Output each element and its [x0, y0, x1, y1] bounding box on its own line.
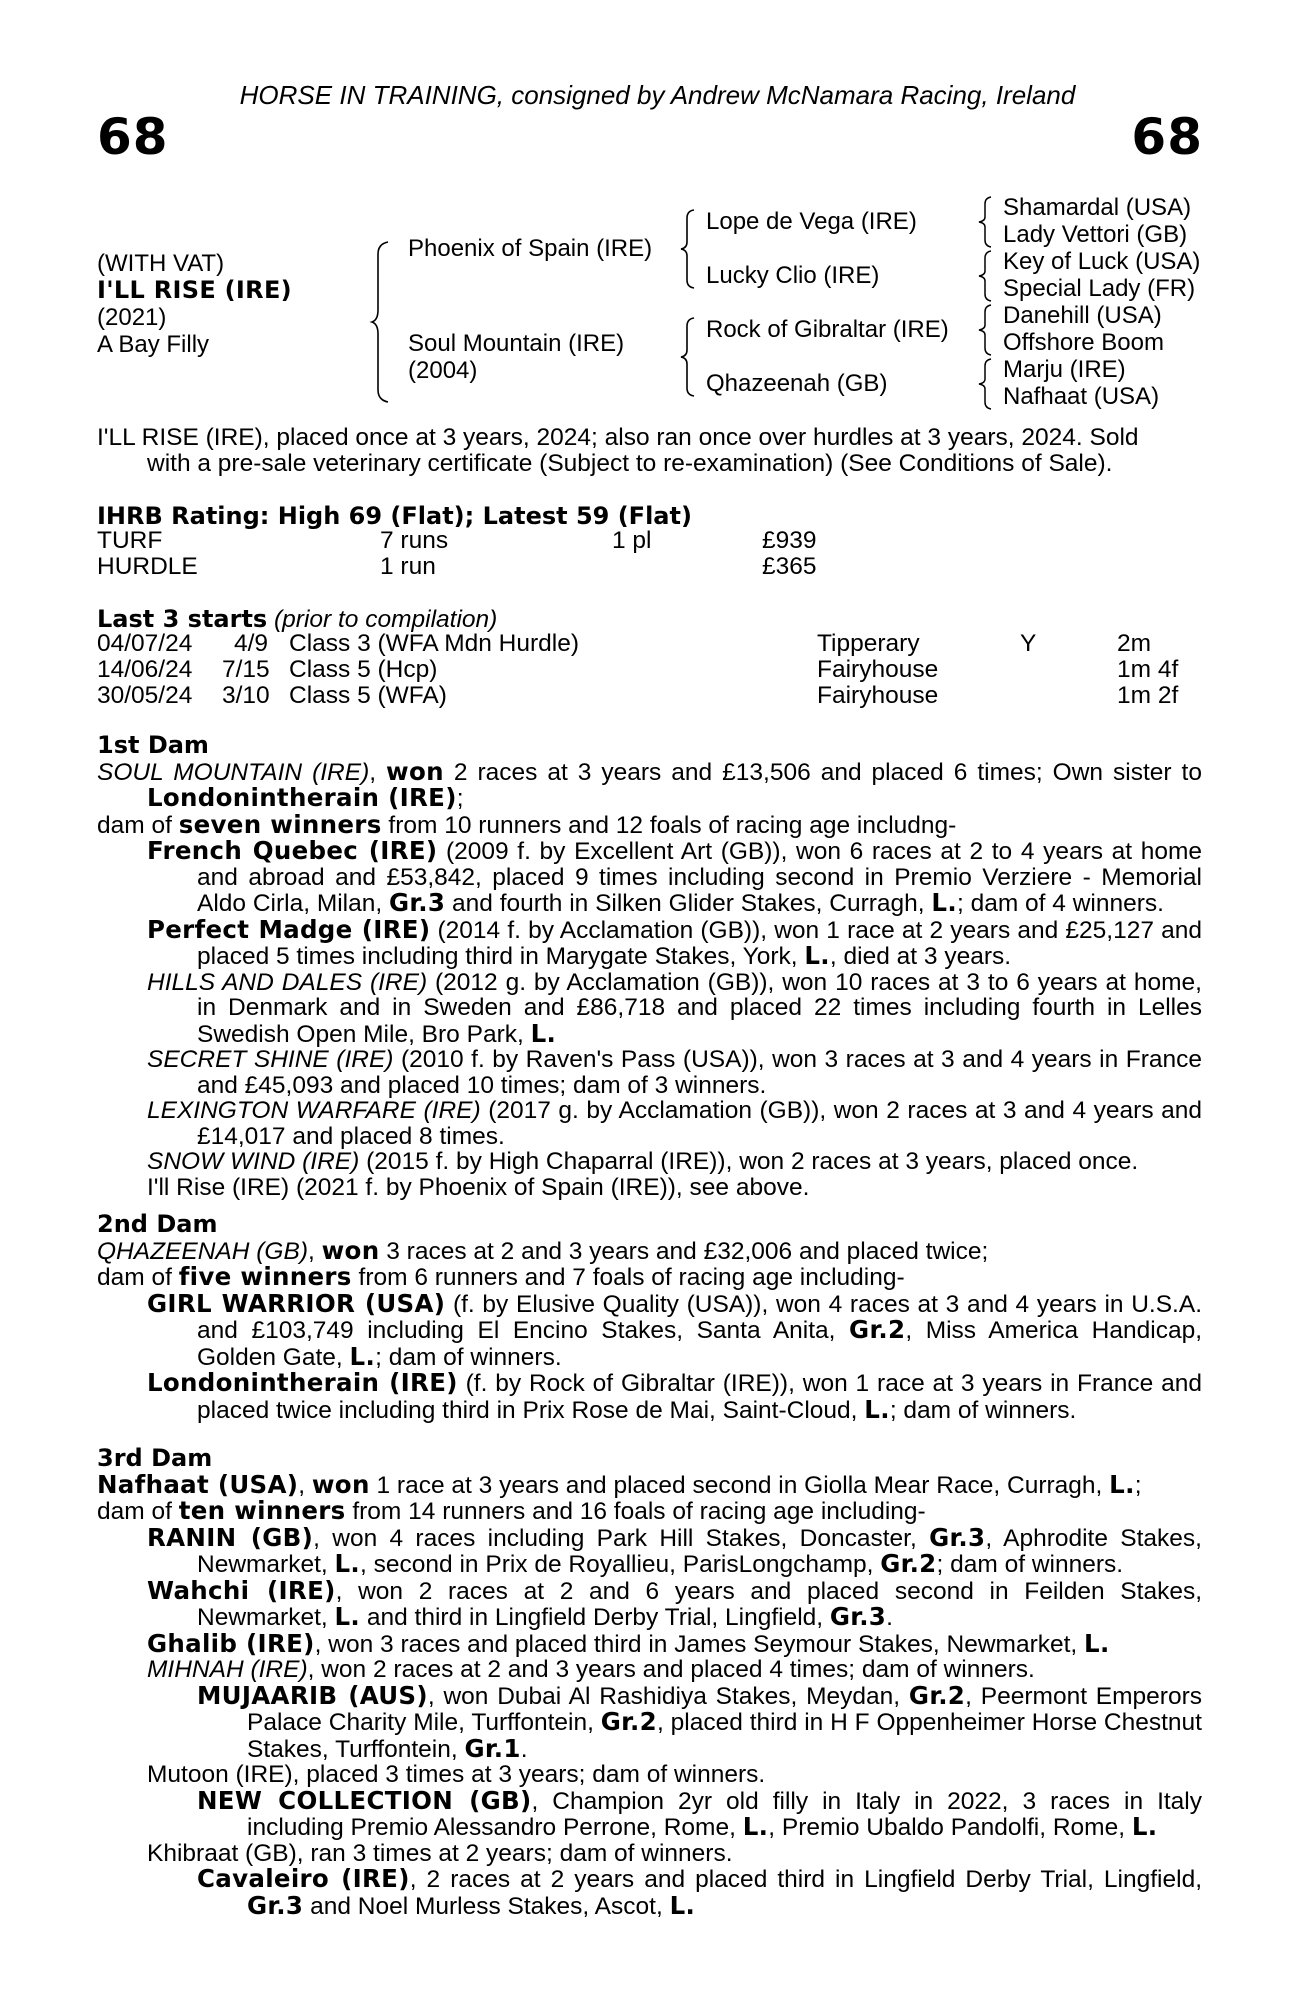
produce-entry — [97, 1680, 1202, 1763]
first-dam-record — [97, 756, 1202, 812]
start-distance: 1m 2f — [1117, 682, 1179, 709]
winners-count: seven winners — [178, 809, 382, 839]
text: dam of — [97, 1264, 179, 1291]
pedigree-bracket-main — [372, 240, 402, 405]
produce-name: Wahchi (IRE) — [147, 1575, 336, 1605]
dam: Soul Mountain (IRE) — [408, 330, 625, 357]
text: (2009 f. by Excellent Art (GB)), won 6 races at 2 to 4 years at home and abroad and £53,842, placed 9 times including second in Premio Verziere - Memorial Aldo Cirla, Milan, — [197, 838, 1202, 917]
produce-entry — [97, 1149, 1202, 1175]
text: , Champion 2yr old filly in Italy in 2022, 3 races in Italy including Premio Alessandro Perrone, Rome, — [247, 1787, 1202, 1841]
start-row — [97, 631, 1207, 657]
produce-name: MUJAARIB (AUS) — [197, 1680, 428, 1710]
grade: Gr.3 — [388, 888, 446, 917]
text: , won 2 races at 2 and 3 years and placed 4 times; dam of winners. — [307, 1656, 1035, 1683]
bracket-g34 — [978, 249, 996, 303]
grade: Gr.3 — [929, 1522, 986, 1552]
grade: Gr.1 — [464, 1733, 521, 1763]
produce-entry — [97, 838, 1202, 917]
text: ; — [1134, 1471, 1142, 1499]
text: (f. by Rock of Gibraltar (IRE)), won 1 race at 3 years in France and placed twice including third in Prix Rose de Mai, Saint-Cloud, — [197, 1370, 1203, 1424]
text: and fourth in Silken Glider Stakes, Curragh, — [445, 890, 932, 917]
text: ; dam of winners. — [936, 1551, 1124, 1578]
text: dam of — [97, 811, 179, 839]
text: ; dam of winners. — [889, 1396, 1077, 1424]
produce-name: Londonintherain (IRE) — [147, 1368, 458, 1397]
produce-entry — [97, 1522, 1202, 1578]
second-dam-record — [97, 1235, 1202, 1265]
text: from 6 runners and 7 foals of racing age including- — [351, 1264, 905, 1291]
start-position: 4/9 — [234, 630, 269, 657]
lot-number-right: 68 — [1131, 108, 1203, 166]
sire-dam: Lucky Clio (IRE) — [706, 262, 880, 289]
produce-name: MIHNAH (IRE) — [147, 1656, 308, 1683]
produce-entry — [97, 1098, 1202, 1149]
text: (2015 f. by High Chaparral (IRE)), won 2 races at 3 years, placed once. — [359, 1148, 1139, 1175]
rating-heading: IHRB Rating: High 69 (Flat); Latest 59 (Flat) — [97, 502, 692, 530]
bracket-g12 — [978, 195, 996, 249]
produce-name: Cavaleiro (IRE) — [197, 1864, 410, 1893]
text: ; — [456, 785, 464, 812]
start-row — [97, 683, 1207, 709]
produce-entry — [97, 1370, 1202, 1423]
start-race: Class 5 (Hcp) — [289, 656, 438, 683]
text: , Aphrodite Stakes, Newmarket, — [197, 1524, 1202, 1578]
grade: Gr.3 — [247, 1890, 304, 1920]
ggsire-5: Danehill (USA) — [1003, 302, 1162, 329]
text: (2017 g. by Acclamation (GB)), won 2 races at 3 and 4 years and £14,017 and placed 8 times. — [197, 1097, 1202, 1150]
won-text: won — [386, 756, 444, 786]
produce-name: SECRET SHINE (IRE) — [147, 1046, 394, 1073]
start-date: 30/05/24 — [97, 682, 193, 709]
text: ; dam of winners. — [375, 1343, 562, 1371]
rating-type: HURDLE — [97, 553, 198, 580]
text: , won 2 races at 2 and 6 years and placed second in Feilden Stakes, Newmarket, — [197, 1577, 1203, 1631]
grade: L. — [742, 1812, 769, 1841]
first-dam-produce-summary — [97, 809, 1202, 839]
dam-name: Nafhaat (USA) — [97, 1469, 299, 1499]
bracket-g78 — [978, 357, 996, 411]
text: 2 races at 3 years and £13,506 and placed 6 times; Own sister to — [443, 758, 1202, 786]
grade: L. — [804, 941, 830, 970]
start-race: Class 5 (WFA) — [289, 682, 447, 709]
rating-runs: 7 runs — [380, 527, 449, 554]
produce-entry — [97, 1288, 1203, 1371]
horse-description: A Bay Filly — [97, 331, 210, 358]
rating-row-hurdle — [97, 554, 1207, 580]
rating-type: TURF — [97, 527, 163, 554]
produce-name: RANIN (GB) — [147, 1522, 314, 1552]
dam-name: SOUL MOUNTAIN (IRE) — [97, 758, 370, 786]
ggdam-4: Special Lady (FR) — [1003, 275, 1196, 302]
text: , Miss America Handicap, Golden Gate, — [197, 1317, 1202, 1371]
start-distance: 1m 4f — [1117, 656, 1179, 683]
won-text: won — [321, 1235, 380, 1265]
start-date: 14/06/24 — [97, 656, 193, 683]
grade: L. — [864, 1394, 890, 1424]
dam-year: (2004) — [408, 357, 478, 384]
summary-line-1: I'LL RISE (IRE), placed once at 3 years, 2024; also ran once over hurdles at 3 years, 2024. Sold — [97, 424, 1139, 451]
rating-prize: £365 — [762, 553, 817, 580]
sire-sire: Lope de Vega (IRE) — [706, 208, 917, 235]
start-date: 04/07/24 — [97, 630, 193, 657]
produce-entry — [97, 1575, 1203, 1631]
vat-note: (WITH VAT) — [97, 250, 225, 277]
start-course: Fairyhouse — [817, 682, 939, 709]
grade: L. — [1131, 1812, 1158, 1841]
winners-count: ten winners — [178, 1496, 346, 1525]
rating-placed: 1 pl — [612, 527, 652, 554]
first-dam-section — [97, 733, 1202, 1200]
ggdam-8: Nafhaat (USA) — [1003, 383, 1160, 410]
start-race: Class 3 (WFA Mdn Hurdle) — [289, 630, 579, 657]
produce-entry — [97, 1628, 1202, 1658]
grade: L. — [669, 1890, 696, 1920]
first-dam-heading: 1st Dam — [97, 731, 209, 759]
rating-row-turf — [97, 528, 1207, 554]
text: 3 races at 2 and 3 years and £32,006 and placed twice; — [379, 1237, 989, 1265]
starts-note: (prior to compilation) — [274, 606, 498, 633]
summary — [97, 425, 1202, 477]
third-dam-produce-summary — [97, 1498, 1202, 1525]
grade: Gr.3 — [829, 1602, 887, 1631]
grade: L. — [1109, 1469, 1135, 1499]
start-course: Tipperary — [817, 630, 920, 657]
text: 1 race at 3 years and placed second in Giolla Mear Race, Curragh, — [369, 1471, 1110, 1499]
produce-name: SNOW WIND (IRE) — [147, 1148, 360, 1175]
text: , — [298, 1471, 312, 1499]
produce-name: HILLS AND DALES (IRE) — [147, 968, 428, 996]
grade: Gr.2 — [849, 1315, 906, 1344]
horse-year: (2021) — [97, 304, 167, 331]
text: (2014 f. by Acclamation (GB)), won 1 race at 2 years and £25,127 and placed 5 times including third in Marygate Stakes, York, — [197, 916, 1202, 970]
produce-entry — [97, 1657, 1202, 1683]
text: (2010 f. by Raven's Pass (USA)), won 3 races at 3 and 4 years in France and £45,093 and placed 10 times; dam of 3 winners. — [197, 1046, 1202, 1099]
ggdam-2: Lady Vettori (GB) — [1003, 221, 1188, 248]
produce-entry: Mutoon (IRE), placed 3 times at 3 years; dam of winners. — [147, 1761, 766, 1788]
produce-entry: Khibraat (GB), ran 3 times at 2 years; dam of winners. — [147, 1839, 733, 1867]
sire: Phoenix of Spain (IRE) — [408, 235, 653, 262]
text: from 10 runners and 12 foals of racing age includng- — [381, 811, 957, 839]
text: , placed third in H F Oppenheimer Horse Chestnut Stakes, Turffontein, — [247, 1709, 1202, 1763]
ggsire-7: Marju (IRE) — [1003, 356, 1126, 383]
text: . — [886, 1604, 893, 1631]
text: , — [369, 758, 387, 786]
produce-name: NEW COLLECTION (GB) — [197, 1785, 532, 1815]
text: from 14 runners and 16 foals of racing age including- — [345, 1498, 926, 1525]
start-course: Fairyhouse — [817, 656, 939, 683]
text: (f. by Elusive Quality (USA)), won 4 races at 3 and 4 years in U.S.A. and £103,749 including El Encino Stakes, Santa Anita, — [197, 1290, 1203, 1344]
horse-name: I'LL RISE (IRE) — [97, 276, 292, 304]
dam-name: QHAZEENAH (GB) — [97, 1237, 308, 1265]
ggdam-6: Offshore Boom — [1003, 329, 1164, 356]
bracket-g56 — [978, 303, 996, 357]
grade: L. — [349, 1341, 376, 1371]
start-distance: 2m — [1117, 630, 1152, 657]
ggsire-3: Key of Luck (USA) — [1003, 248, 1201, 275]
text: , Peermont Emperors Palace Charity Mile, Turffontein, — [247, 1682, 1202, 1736]
grade: L. — [931, 888, 957, 917]
page-header: HORSE IN TRAINING, consigned by Andrew McNamara Racing, Ireland — [239, 80, 1076, 110]
grade: L. — [334, 1602, 361, 1631]
text: , won 3 races and placed third in James Seymour Stakes, Newmarket, — [314, 1630, 1085, 1658]
produce-name: Perfect Madge (IRE) — [147, 914, 431, 944]
lot-number-left: 68 — [97, 108, 169, 166]
third-dam-section — [97, 1446, 1202, 1919]
grade: L. — [530, 1018, 557, 1048]
rating-runs: 1 run — [380, 553, 436, 580]
produce-entry — [97, 1047, 1202, 1098]
produce-name: French Quebec (IRE) — [147, 836, 438, 865]
start-position: 7/15 — [222, 656, 270, 683]
second-dam-heading: 2nd Dam — [97, 1210, 218, 1238]
pedigree-bracket-sire — [680, 208, 700, 290]
produce-entry — [97, 1866, 1202, 1919]
pedigree-bracket-dam — [680, 316, 700, 398]
produce-entry — [97, 1785, 1202, 1841]
winners-count: five winners — [178, 1262, 352, 1291]
produce-entry — [97, 970, 1202, 1048]
ggsire-1: Shamardal (USA) — [1003, 194, 1192, 221]
text: , second in Prix de Royallieu, ParisLongchamp, — [360, 1551, 881, 1578]
grade: Gr.2 — [600, 1707, 658, 1736]
text: , won 4 races including Park Hill Stakes, Doncaster, — [313, 1524, 930, 1552]
text: and third in Lingfield Derby Trial, Lingfield, — [360, 1604, 830, 1631]
dam-dam: Qhazeenah (GB) — [706, 370, 888, 397]
sister-name: Londonintherain (IRE) — [147, 783, 457, 812]
text: (2012 g. by Acclamation (GB)), won 10 races at 3 to 6 years at home, in Denmark and in Sweden and £86,718 and placed 22 times including fourth in Lelles Swedish Open Mile, Bro Park, — [197, 968, 1202, 1048]
starts-heading: Last 3 starts — [97, 605, 268, 633]
start-position: 3/10 — [222, 682, 270, 709]
grade: Gr.2 — [880, 1549, 937, 1578]
produce-entry — [97, 914, 1202, 970]
text: dam of — [97, 1498, 179, 1525]
won-text: won — [311, 1469, 370, 1499]
text: , died at 3 years. — [829, 943, 1012, 970]
text: , Premio Ubaldo Pandolfi, Rome, — [768, 1814, 1132, 1841]
text: ; dam of 4 winners. — [956, 890, 1164, 917]
text: , 2 races at 2 years and placed third in Lingfield Derby Trial, Lingfield, — [409, 1866, 1203, 1893]
text: , — [308, 1237, 322, 1265]
produce-name: LEXINGTON WARFARE (IRE) — [147, 1097, 481, 1124]
grade: L. — [1084, 1628, 1110, 1658]
produce-name: GIRL WARRIOR (USA) — [147, 1288, 446, 1318]
produce-entry: I'll Rise (IRE) (2021 f. by Phoenix of Spain (IRE)), see above. — [147, 1173, 810, 1201]
start-row — [97, 657, 1207, 683]
rating-prize: £939 — [762, 527, 817, 554]
summary-line-2: with a pre-sale veterinary certificate (Subject to re-examination) (See Conditions of Sale). — [147, 450, 1113, 477]
text: , won Dubai Al Rashidiya Stakes, Meydan, — [427, 1682, 909, 1710]
produce-name: Ghalib (IRE) — [147, 1628, 315, 1658]
start-flag: Y — [1020, 630, 1037, 657]
text: and Noel Murless Stakes, Ascot, — [303, 1892, 670, 1920]
third-dam-heading: 3rd Dam — [97, 1444, 213, 1472]
text: . — [520, 1735, 528, 1763]
second-dam-section — [97, 1212, 1202, 1423]
grade: L. — [334, 1549, 361, 1578]
second-dam-produce-summary — [97, 1264, 1202, 1291]
dam-sire: Rock of Gibraltar (IRE) — [706, 316, 949, 343]
grade: Gr.2 — [908, 1680, 966, 1710]
third-dam-record — [97, 1469, 1202, 1499]
